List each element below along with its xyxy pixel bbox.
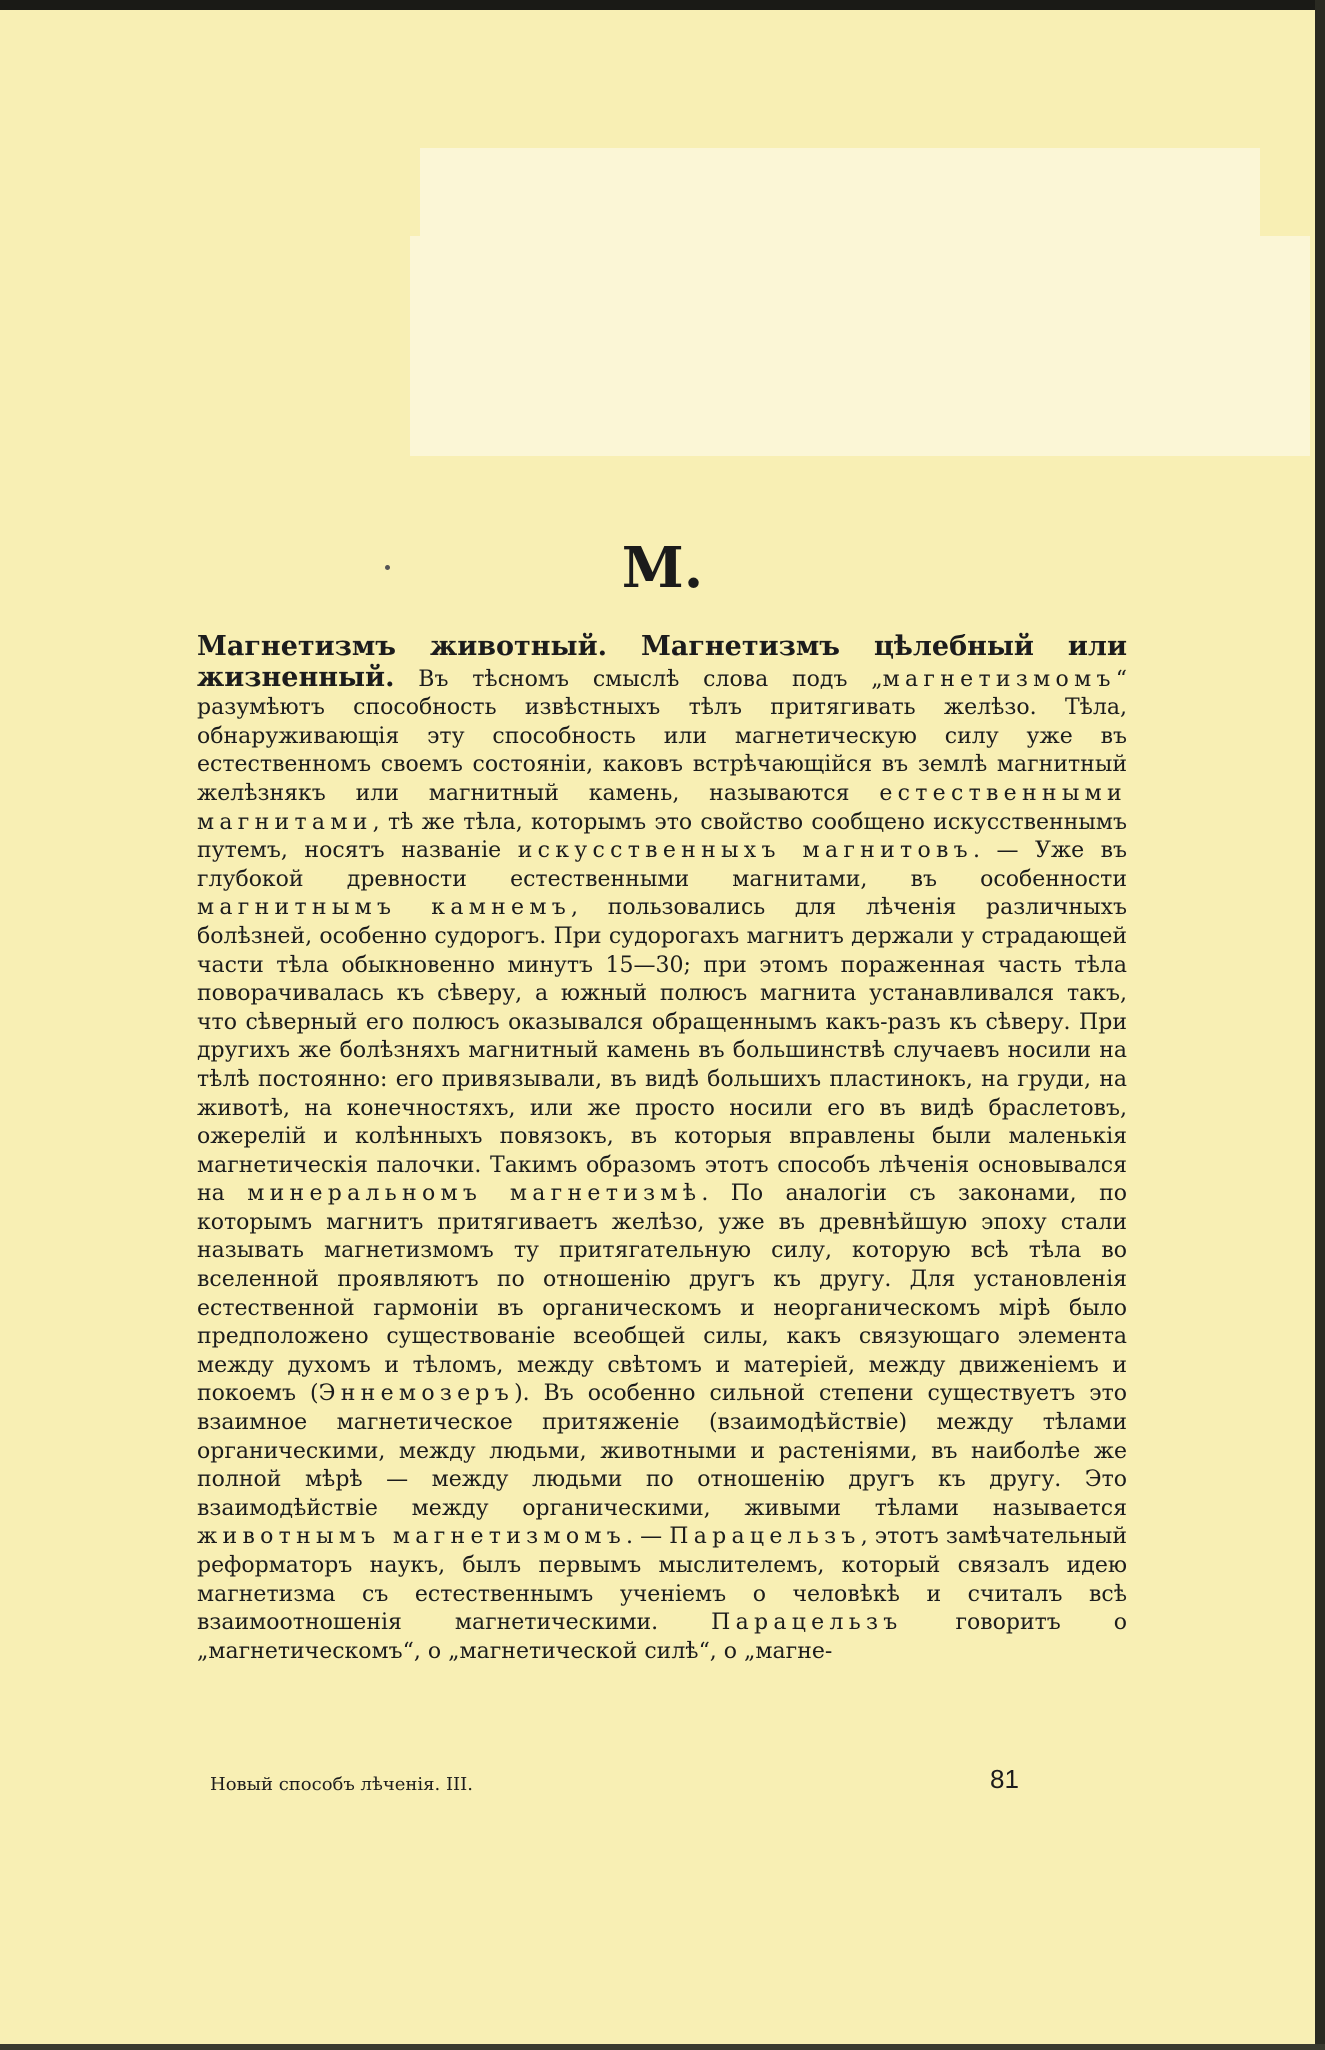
section-letter-heading: М. xyxy=(621,535,704,601)
spaced-term: искусственныхъ магнитовъ xyxy=(517,838,973,864)
right-scan-edge xyxy=(1315,0,1325,2050)
spaced-term: естественными магнитами xyxy=(197,780,1127,835)
top-scan-edge xyxy=(0,0,1325,10)
text-run: . По аналогіи съ законами, по которымъ магнитъ притягиваетъ желѣзо, уже въ древнѣйшую эпоху стали называть магнетизмомъ ту притягательную силу, которую всѣ тѣла во вселенной проявляютъ по отношенію другъ къ другу. Для установленія естественной гармоніи въ органическомъ и неорганическомъ мірѣ было предположено существованіе всеобщей силы, какъ связующаго элемента между духомъ и тѣломъ, между свѣтомъ и матеріей, между движеніемъ и покоемъ ( xyxy=(197,1181,1127,1407)
faded-area xyxy=(420,148,1260,236)
text-run: . — Уже въ глубокой древности естественными магнитами, въ особенности xyxy=(197,838,1128,892)
article-body xyxy=(197,633,1127,1666)
spaced-term: Эннемозеръ xyxy=(318,1381,515,1407)
text-run: говоритъ о „магнетическомъ“, о „магнетической силѣ“, о „магне- xyxy=(197,1610,1127,1664)
text-run: , этотъ замѣчательный реформаторъ наукъ, былъ первымъ мыслителемъ, который связалъ идею магнетизма съ естественнымъ ученіемъ о человѣкѣ и считалъ всѣ взаимоотношенія магнетическими. xyxy=(197,1524,1127,1636)
article-title: Магнетизмъ животный. Магнетизмъ цѣлебный или жизненный. xyxy=(197,631,1127,693)
faded-area xyxy=(410,236,1310,456)
text-run: , тѣ же тѣла, которымъ это свойство сообщено искусственнымъ путемъ, носятъ названіе xyxy=(197,809,1127,864)
page-number: 81 xyxy=(990,1764,1019,1794)
footer-book-title: Новый способъ лѣченія. III. xyxy=(210,1774,474,1795)
text-run: . — xyxy=(626,1524,670,1550)
spaced-term: животнымъ магнетизмомъ xyxy=(197,1524,627,1550)
spaced-term: минеральномъ магнетизмѣ xyxy=(247,1181,702,1207)
text-run: “ разумѣютъ способность извѣстныхъ тѣлъ притягивать желѣзо. Тѣла, обнаруживающія эту способность или магнетическую силу уже въ естественномъ своемъ состояніи, каковъ встрѣчающійся въ землѣ магнитный желѣзнякъ или магнитный камень, называются xyxy=(197,666,1127,806)
spaced-term: магнетизмомъ xyxy=(882,666,1116,692)
text-run: Въ тѣсномъ смыслѣ слова подъ „ xyxy=(418,666,883,692)
spaced-term: Парацельзъ xyxy=(669,1524,861,1550)
spaced-term: Парацельзъ xyxy=(711,1610,903,1636)
text-run: ). Въ особенно сильной степени существуетъ это взаимное магнетическое притяженіе (взаимодѣйствіе) между тѣлами органическими, между людьми, животными и растеніями, въ наиболѣе же полной мѣрѣ — между людьми по отношенію другъ къ другу. Это взаимодѣйствіе между органическими, живыми тѣлами называется xyxy=(197,1381,1127,1521)
bottom-scan-edge xyxy=(0,2044,1325,2050)
text-run: , пользовались для лѣченія различныхъ болѣзней, особенно судорогъ. При судорогахъ магнитъ держали у страдающей части тѣла обыкновенно минутъ 15—30; при этомъ пораженная часть тѣла поворачивалась къ сѣверу, а южный полюсъ магнита устанавливался такъ, что сѣверный его полюсъ оказывался обращеннымъ какъ-разъ къ сѣверу. При другихъ же болѣзняхъ магнитный камень въ большинствѣ случаевъ носили на тѣлѣ постоянно: его привязывали, въ видѣ большихъ пластинокъ, на груди, на животѣ, на конечностяхъ, или же просто носили его въ видѣ браслетовъ, ожерелій и колѣнныхъ повязокъ, въ которыя вправлены были маленькія магнетическія палочки. Такимъ образомъ этотъ способъ лѣченія основывался на xyxy=(197,895,1127,1207)
spaced-term: магнитнымъ камнемъ xyxy=(197,895,572,921)
